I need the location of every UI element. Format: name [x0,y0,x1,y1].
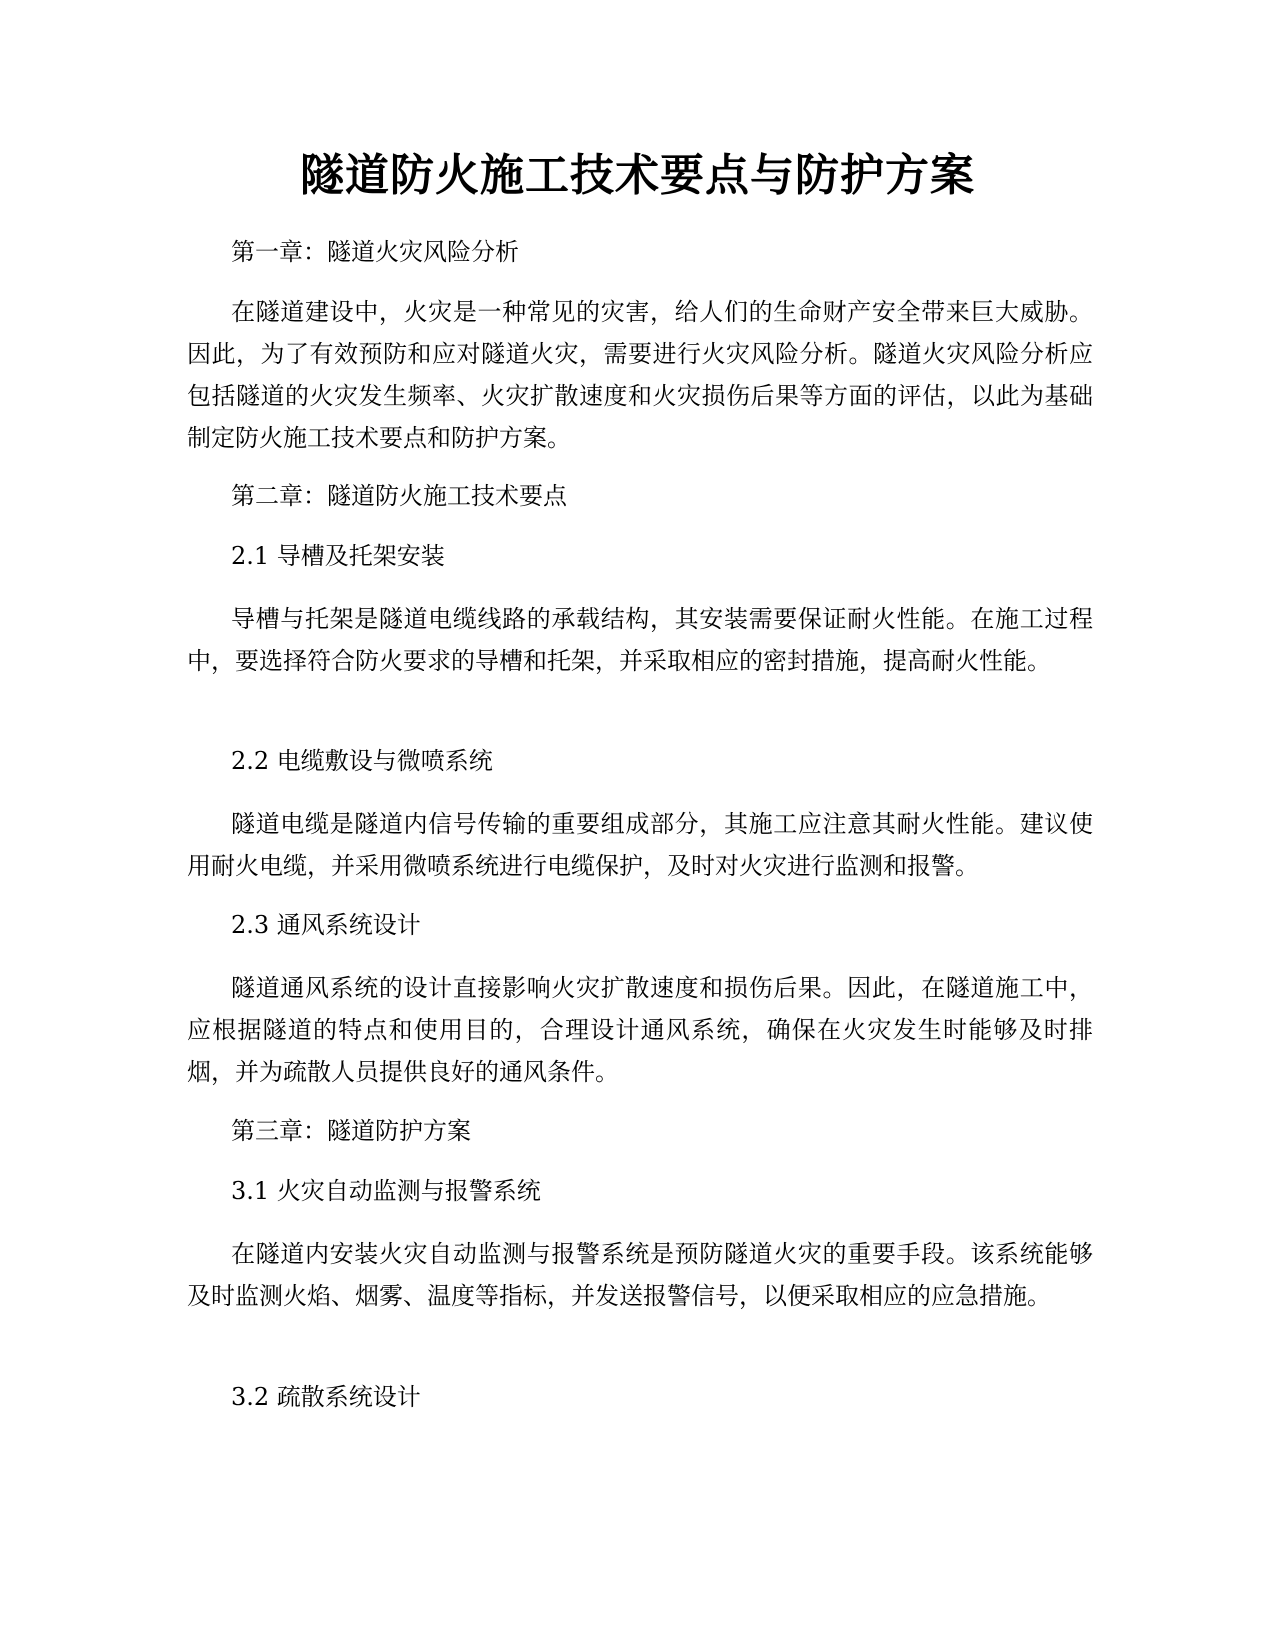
chapter-3-heading: 第三章：隧道防护方案 [231,1117,471,1145]
chapter-1-heading: 第一章：隧道火灾风险分析 [231,238,519,266]
section-3-1-paragraph: 在隧道内安装火灾自动监测与报警系统是预防隧道火灾的重要手段。该系统能够及时监测火焰、烟雾、温度等指标，并发送报警信号，以便采取相应的应急措施。 [187,1240,1093,1310]
section-2-2-heading: 2.2 电缆敷设与微喷系统 [231,747,493,775]
section-2-2-paragraph: 隧道电缆是隧道内信号传输的重要组成部分，其施工应注意其耐火性能。建议使用耐火电缆，并采用微喷系统进行电缆保护，及时对火灾进行监测和报警。 [187,810,1093,880]
section-2-1-paragraph: 导槽与托架是隧道电缆线路的承载结构，其安装需要保证耐火性能。在施工过程中，要选择符合防火要求的导槽和托架，并采取相应的密封措施，提高耐火性能。 [187,605,1093,675]
section-2-3-heading: 2.3 通风系统设计 [231,911,421,939]
chapter-1-paragraph: 在隧道建设中，火灾是一种常见的灾害，给人们的生命财产安全带来巨大威胁。因此，为了有效预防和应对隧道火灾，需要进行火灾风险分析。隧道火灾风险分析应包括隧道的火灾发生频率、火灾扩散速度和火灾损伤后果等方面的评估，以此为基础制定防火施工技术要点和防护方案。 [187,298,1093,452]
chapter-2-heading: 第二章：隧道防火施工技术要点 [231,482,567,510]
section-3-1-heading: 3.1 火灾自动监测与报警系统 [231,1177,541,1205]
section-3-2-heading: 3.2 疏散系统设计 [231,1383,421,1411]
document-title: 隧道防火施工技术要点与防护方案 [300,150,975,201]
section-2-1-heading: 2.1 导槽及托架安装 [231,542,445,570]
section-2-3-paragraph: 隧道通风系统的设计直接影响火灾扩散速度和损伤后果。因此，在隧道施工中，应根据隧道的特点和使用目的，合理设计通风系统，确保在火灾发生时能够及时排烟，并为疏散人员提供良好的通风条件。 [187,974,1093,1086]
